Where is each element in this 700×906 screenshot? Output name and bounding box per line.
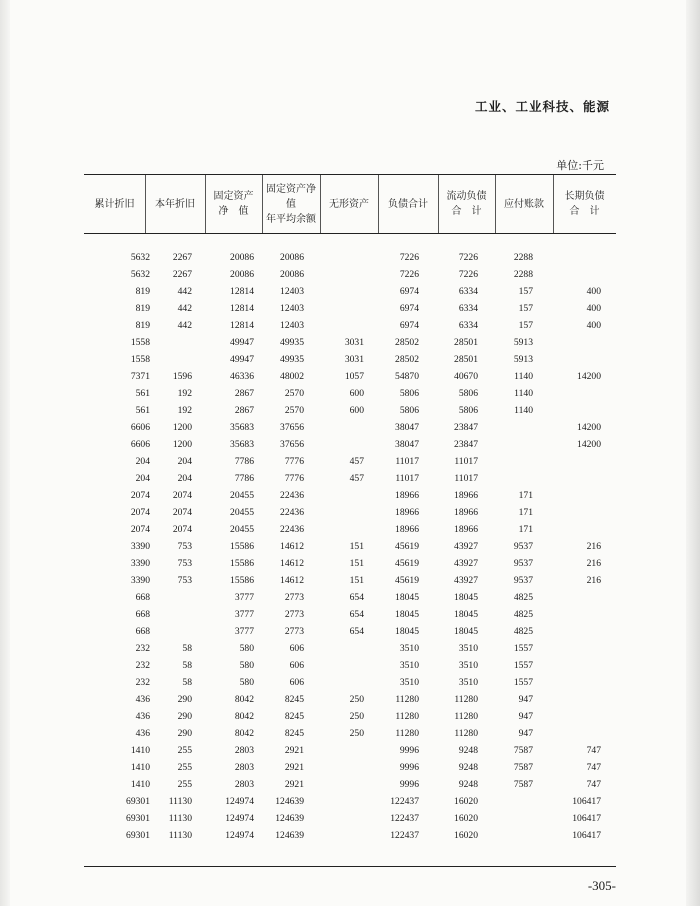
- table-cell: 1140: [514, 388, 533, 399]
- table-cell: 9996: [399, 762, 419, 773]
- table-cell: 11017: [395, 456, 419, 467]
- table-cell: 216: [586, 541, 601, 552]
- table-cell: 8042: [234, 711, 254, 722]
- table-cell: 151: [349, 541, 364, 552]
- table-cell: 122437: [390, 830, 419, 841]
- table-cell: 49947: [230, 337, 254, 348]
- table-cell: 54870: [395, 371, 419, 382]
- table-cell: 255: [177, 762, 192, 773]
- table-cell: 3031: [344, 354, 364, 365]
- column-header-line: 负债合计: [388, 198, 428, 210]
- table-cell: 45619: [395, 575, 419, 586]
- table-cell: 600: [349, 405, 364, 416]
- table-cell: 1140: [514, 405, 533, 416]
- table-cell: 7587: [513, 762, 533, 773]
- table-cell: 11280: [454, 711, 478, 722]
- table-cell: 232: [135, 660, 150, 671]
- table-cell: 2773: [284, 626, 304, 637]
- table-cell: 20086: [280, 269, 304, 280]
- table-cell: 8245: [284, 711, 304, 722]
- table-cell: 442: [177, 303, 192, 314]
- column-header-line: 长期负债: [564, 191, 605, 202]
- table-cell: 1410: [130, 745, 150, 756]
- table-cell: 7776: [284, 456, 304, 467]
- column-header-line: 合 计: [451, 206, 482, 217]
- column-header-line: 合 计: [569, 206, 600, 217]
- table-cell: 250: [349, 711, 364, 722]
- table-cell: 290: [177, 711, 192, 722]
- table-cell: 7226: [458, 252, 478, 263]
- table-cell: 250: [349, 694, 364, 705]
- table-cell: 250: [349, 728, 364, 739]
- table-cell: 15586: [230, 558, 254, 569]
- column-header-line: 应付账款: [504, 198, 544, 210]
- table-cell: 753: [177, 541, 192, 552]
- table-cell: 8245: [284, 728, 304, 739]
- table-cell: 1558: [130, 354, 150, 365]
- table-cell: 5806: [458, 388, 478, 399]
- table-cell: 204: [135, 456, 150, 467]
- table-cell: 2773: [284, 592, 304, 603]
- table-cell: 1557: [513, 643, 533, 654]
- table-cell: 2267: [172, 269, 192, 280]
- table-cell: 2803: [234, 745, 254, 756]
- table-cell: 12814: [230, 320, 254, 331]
- table-cell: 2074: [172, 490, 192, 501]
- table-cell: 2570: [284, 405, 304, 416]
- table-cell: 232: [135, 643, 150, 654]
- table-cell: 192: [177, 405, 192, 416]
- table-cell: 12814: [230, 286, 254, 297]
- column-header-line: 累计折旧: [94, 198, 135, 210]
- table-cell: 23847: [454, 422, 478, 433]
- table-cell: 43927: [454, 558, 478, 569]
- table-cell: 1200: [172, 439, 192, 450]
- table-cell: 6334: [458, 320, 478, 331]
- table-cell: 122437: [390, 813, 419, 824]
- column-header: [205, 175, 262, 233]
- table-cell: 5913: [513, 337, 533, 348]
- table-cell: 1557: [513, 660, 533, 671]
- table-cell: 606: [289, 677, 304, 688]
- table-cell: 9537: [513, 558, 533, 569]
- column-header-line: 本年折旧: [155, 198, 195, 210]
- table-cell: 6606: [130, 422, 150, 433]
- table-cell: 14200: [577, 371, 601, 382]
- table-cell: 2921: [284, 779, 304, 790]
- table-cell: 18045: [395, 609, 419, 620]
- table-cell: 668: [135, 592, 150, 603]
- table-cell: 14200: [577, 422, 601, 433]
- table-cell: 668: [135, 609, 150, 620]
- table-cell: 58: [182, 677, 192, 688]
- table-cell: 18045: [395, 592, 419, 603]
- column-header: [262, 175, 320, 233]
- table-cell: 6334: [458, 303, 478, 314]
- table-cell: 171: [518, 490, 533, 501]
- table-cell: 8042: [234, 728, 254, 739]
- table-cell: 3390: [130, 575, 150, 586]
- table-cell: 16020: [454, 796, 478, 807]
- table-cell: 947: [518, 711, 533, 722]
- table-cell: 20455: [230, 507, 254, 518]
- column-header: [438, 175, 495, 233]
- table-cell: 20455: [230, 524, 254, 535]
- table-cell: 6606: [130, 439, 150, 450]
- table-cell: 18045: [454, 592, 478, 603]
- table-cell: 290: [177, 694, 192, 705]
- table-cell: 37656: [280, 439, 304, 450]
- table-cell: 204: [177, 456, 192, 467]
- table-cell: 157: [518, 286, 533, 297]
- table-cell: 654: [349, 592, 364, 603]
- table-cell: 2921: [284, 745, 304, 756]
- table-cell: 45619: [395, 558, 419, 569]
- table-cell: 1140: [514, 371, 533, 382]
- table-cell: 28501: [454, 337, 478, 348]
- table-cell: 46336: [230, 371, 254, 382]
- table-cell: 3390: [130, 541, 150, 552]
- table-cell: 204: [177, 473, 192, 484]
- table-cell: 49947: [230, 354, 254, 365]
- table-cell: 753: [177, 558, 192, 569]
- column-header-line: 固定资产净值: [266, 183, 316, 210]
- table-cell: 4825: [513, 626, 533, 637]
- table-cell: 2074: [130, 524, 150, 535]
- table-cell: 35683: [230, 422, 254, 433]
- table-cell: 442: [177, 320, 192, 331]
- table-cell: 28502: [395, 337, 419, 348]
- table-cell: 12403: [280, 320, 304, 331]
- table-cell: 69301: [126, 813, 150, 824]
- page-number: -305-: [587, 878, 616, 893]
- table-cell: 69301: [126, 830, 150, 841]
- table-cell: 22436: [280, 524, 304, 535]
- table-cell: 6974: [399, 286, 419, 297]
- table-cell: 2773: [284, 609, 304, 620]
- table-cell: 204: [135, 473, 150, 484]
- table-cell: 9537: [513, 575, 533, 586]
- table-cell: 2921: [284, 762, 304, 773]
- table-cell: 3777: [234, 609, 254, 620]
- table-cell: 11130: [168, 796, 192, 807]
- table-cell: 7226: [399, 252, 419, 263]
- table-cell: 2867: [234, 388, 254, 399]
- table-cell: 9996: [399, 779, 419, 790]
- table-cell: 124639: [275, 813, 304, 824]
- table-cell: 18966: [395, 490, 419, 501]
- table-cell: 45619: [395, 541, 419, 552]
- table-cell: 8245: [284, 694, 304, 705]
- column-header: [320, 175, 378, 233]
- table-cell: 20086: [280, 252, 304, 263]
- table-cell: 40670: [454, 371, 478, 382]
- table-cell: 1558: [130, 337, 150, 348]
- table-cell: 3510: [399, 643, 419, 654]
- table-cell: 400: [586, 286, 601, 297]
- table-cell: 819: [135, 303, 150, 314]
- table-cell: 8042: [234, 694, 254, 705]
- table-cell: 22436: [280, 507, 304, 518]
- table-cell: 6974: [399, 320, 419, 331]
- table-cell: 11280: [395, 694, 419, 705]
- table-cell: 124639: [275, 796, 304, 807]
- table-cell: 2074: [172, 507, 192, 518]
- table-cell: 747: [586, 762, 601, 773]
- table-cell: 20086: [230, 252, 254, 263]
- table-cell: 290: [177, 728, 192, 739]
- table-cell: 11280: [454, 694, 478, 705]
- table-cell: 400: [586, 303, 601, 314]
- table-cell: 11130: [168, 830, 192, 841]
- table-cell: 35683: [230, 439, 254, 450]
- column-header-line: 固定资产: [213, 191, 254, 202]
- column-header: [145, 175, 205, 233]
- table-cell: 1410: [130, 779, 150, 790]
- table-cell: 7776: [284, 473, 304, 484]
- table-cell: 436: [135, 728, 150, 739]
- table-cell: 216: [586, 558, 601, 569]
- table-cell: 58: [182, 643, 192, 654]
- table-cell: 255: [177, 779, 192, 790]
- table-cell: 11280: [395, 711, 419, 722]
- table-cell: 151: [349, 558, 364, 569]
- table-cell: 7786: [234, 456, 254, 467]
- table-cell: 11280: [454, 728, 478, 739]
- table-cell: 20455: [230, 490, 254, 501]
- table-cell: 580: [239, 660, 254, 671]
- table-cell: 106417: [572, 830, 601, 841]
- table-cell: 600: [349, 388, 364, 399]
- table-cell: 2867: [234, 405, 254, 416]
- table-cell: 819: [135, 286, 150, 297]
- table-cell: 1057: [344, 371, 364, 382]
- table-cell: 124974: [225, 813, 254, 824]
- table-cell: 106417: [572, 796, 601, 807]
- table-cell: 436: [135, 694, 150, 705]
- table-cell: 58: [182, 660, 192, 671]
- table-cell: 3510: [458, 643, 478, 654]
- table-cell: 561: [135, 388, 150, 399]
- table-cell: 3390: [130, 558, 150, 569]
- table-cell: 6974: [399, 303, 419, 314]
- table-cell: 3510: [458, 660, 478, 671]
- table-cell: 14612: [280, 575, 304, 586]
- table-cell: 38047: [395, 422, 419, 433]
- table-cell: 11017: [454, 473, 478, 484]
- table-cell: 16020: [454, 813, 478, 824]
- table-cell: 18045: [454, 609, 478, 620]
- table-cell: 12403: [280, 303, 304, 314]
- table-cell: 4825: [513, 592, 533, 603]
- table-cell: 3510: [399, 660, 419, 671]
- table-cell: 22436: [280, 490, 304, 501]
- table-cell: 12814: [230, 303, 254, 314]
- table-cell: 747: [586, 745, 601, 756]
- table-cell: 11017: [454, 456, 478, 467]
- table-cell: 171: [518, 507, 533, 518]
- table-cell: 18045: [395, 626, 419, 637]
- table-cell: 9248: [458, 779, 478, 790]
- unit-label: 单位:千元: [556, 159, 604, 172]
- table-cell: 7371: [130, 371, 150, 382]
- column-header: [553, 175, 616, 233]
- table-cell: 122437: [390, 796, 419, 807]
- table-cell: 747: [586, 779, 601, 790]
- table-cell: 7587: [513, 745, 533, 756]
- column-header: [84, 175, 145, 233]
- table-cell: 18045: [454, 626, 478, 637]
- table-cell: 3777: [234, 592, 254, 603]
- table-cell: 192: [177, 388, 192, 399]
- column-header-line: 净 值: [218, 206, 249, 217]
- header-bottom-rule: [84, 233, 616, 234]
- table-cell: 2288: [513, 269, 533, 280]
- table-cell: 14612: [280, 541, 304, 552]
- table-cell: 124974: [225, 796, 254, 807]
- table-cell: 1200: [172, 422, 192, 433]
- table-cell: 12403: [280, 286, 304, 297]
- table-cell: 23847: [454, 439, 478, 450]
- table-cell: 6334: [458, 286, 478, 297]
- table-cell: 38047: [395, 439, 419, 450]
- table-cell: 9996: [399, 745, 419, 756]
- column-header: [378, 175, 438, 233]
- table-cell: 654: [349, 609, 364, 620]
- table-cell: 43927: [454, 575, 478, 586]
- table-cell: 2803: [234, 779, 254, 790]
- table-cell: 43927: [454, 541, 478, 552]
- scan-edge-left: [0, 0, 10, 906]
- table-cell: 561: [135, 405, 150, 416]
- table-cell: 7786: [234, 473, 254, 484]
- table-cell: 11130: [168, 813, 192, 824]
- table-cell: 69301: [126, 796, 150, 807]
- table-cell: 2803: [234, 762, 254, 773]
- table-cell: 2074: [130, 490, 150, 501]
- table-cell: 580: [239, 643, 254, 654]
- section-title: 工业、工业科技、能源: [474, 99, 610, 114]
- table-cell: 18966: [454, 490, 478, 501]
- table-cell: 14612: [280, 558, 304, 569]
- table-cell: 48002: [280, 371, 304, 382]
- table-cell: 14200: [577, 439, 601, 450]
- table-cell: 5806: [399, 388, 419, 399]
- table-cell: 124639: [275, 830, 304, 841]
- table-cell: 28501: [454, 354, 478, 365]
- table-cell: 15586: [230, 575, 254, 586]
- table-cell: 436: [135, 711, 150, 722]
- table-bottom-rule: [84, 866, 616, 867]
- table-cell: 3031: [344, 337, 364, 348]
- table-cell: 668: [135, 626, 150, 637]
- column-header-line: 年平均余额: [266, 213, 316, 225]
- table-cell: 2074: [172, 524, 192, 535]
- table-cell: 457: [349, 473, 364, 484]
- table-cell: 753: [177, 575, 192, 586]
- column-header: [495, 175, 553, 233]
- table-cell: 255: [177, 745, 192, 756]
- table-cell: 457: [349, 456, 364, 467]
- table-cell: 15586: [230, 541, 254, 552]
- table-cell: 4825: [513, 609, 533, 620]
- column-header-line: 流动负债: [446, 191, 487, 202]
- table-cell: 947: [518, 694, 533, 705]
- table-cell: 124974: [225, 830, 254, 841]
- table-cell: 157: [518, 320, 533, 331]
- table-cell: 5632: [130, 252, 150, 263]
- table-cell: 232: [135, 677, 150, 688]
- table-cell: 11280: [395, 728, 419, 739]
- table-cell: 5632: [130, 269, 150, 280]
- table-cell: 2074: [130, 507, 150, 518]
- table-cell: 400: [586, 320, 601, 331]
- table-cell: 2570: [284, 388, 304, 399]
- table-cell: 3777: [234, 626, 254, 637]
- table-cell: 442: [177, 286, 192, 297]
- table-cell: 3510: [399, 677, 419, 688]
- table-cell: 20086: [230, 269, 254, 280]
- table-cell: 947: [518, 728, 533, 739]
- table-cell: 819: [135, 320, 150, 331]
- table-cell: 18966: [454, 507, 478, 518]
- table-cell: 151: [349, 575, 364, 586]
- table-cell: 1596: [172, 371, 192, 382]
- table-cell: 7226: [399, 269, 419, 280]
- table-cell: 654: [349, 626, 364, 637]
- table-cell: 9537: [513, 541, 533, 552]
- table-cell: 28502: [395, 354, 419, 365]
- table-cell: 2267: [172, 252, 192, 263]
- column-header-line: 无形资产: [329, 198, 369, 210]
- table-cell: 5913: [513, 354, 533, 365]
- table-cell: 49935: [280, 354, 304, 365]
- table-cell: 18966: [395, 507, 419, 518]
- table-cell: 9248: [458, 745, 478, 756]
- table-cell: 18966: [454, 524, 478, 535]
- scan-edge-right: [686, 0, 700, 906]
- table-cell: 157: [518, 303, 533, 314]
- table-cell: 49935: [280, 337, 304, 348]
- table-cell: 16020: [454, 830, 478, 841]
- table-cell: 580: [239, 677, 254, 688]
- table-cell: 9248: [458, 762, 478, 773]
- table-cell: 7226: [458, 269, 478, 280]
- table-cell: 1557: [513, 677, 533, 688]
- table-cell: 606: [289, 660, 304, 671]
- table-cell: 3510: [458, 677, 478, 688]
- table-cell: 106417: [572, 813, 601, 824]
- table-cell: 5806: [399, 405, 419, 416]
- table-cell: 18966: [395, 524, 419, 535]
- table-cell: 171: [518, 524, 533, 535]
- table-cell: 37656: [280, 422, 304, 433]
- table-cell: 1410: [130, 762, 150, 773]
- table-cell: 5806: [458, 405, 478, 416]
- table-cell: 11017: [395, 473, 419, 484]
- table-cell: 7587: [513, 779, 533, 790]
- table-cell: 2288: [513, 252, 533, 263]
- table-cell: 606: [289, 643, 304, 654]
- table-cell: 216: [586, 575, 601, 586]
